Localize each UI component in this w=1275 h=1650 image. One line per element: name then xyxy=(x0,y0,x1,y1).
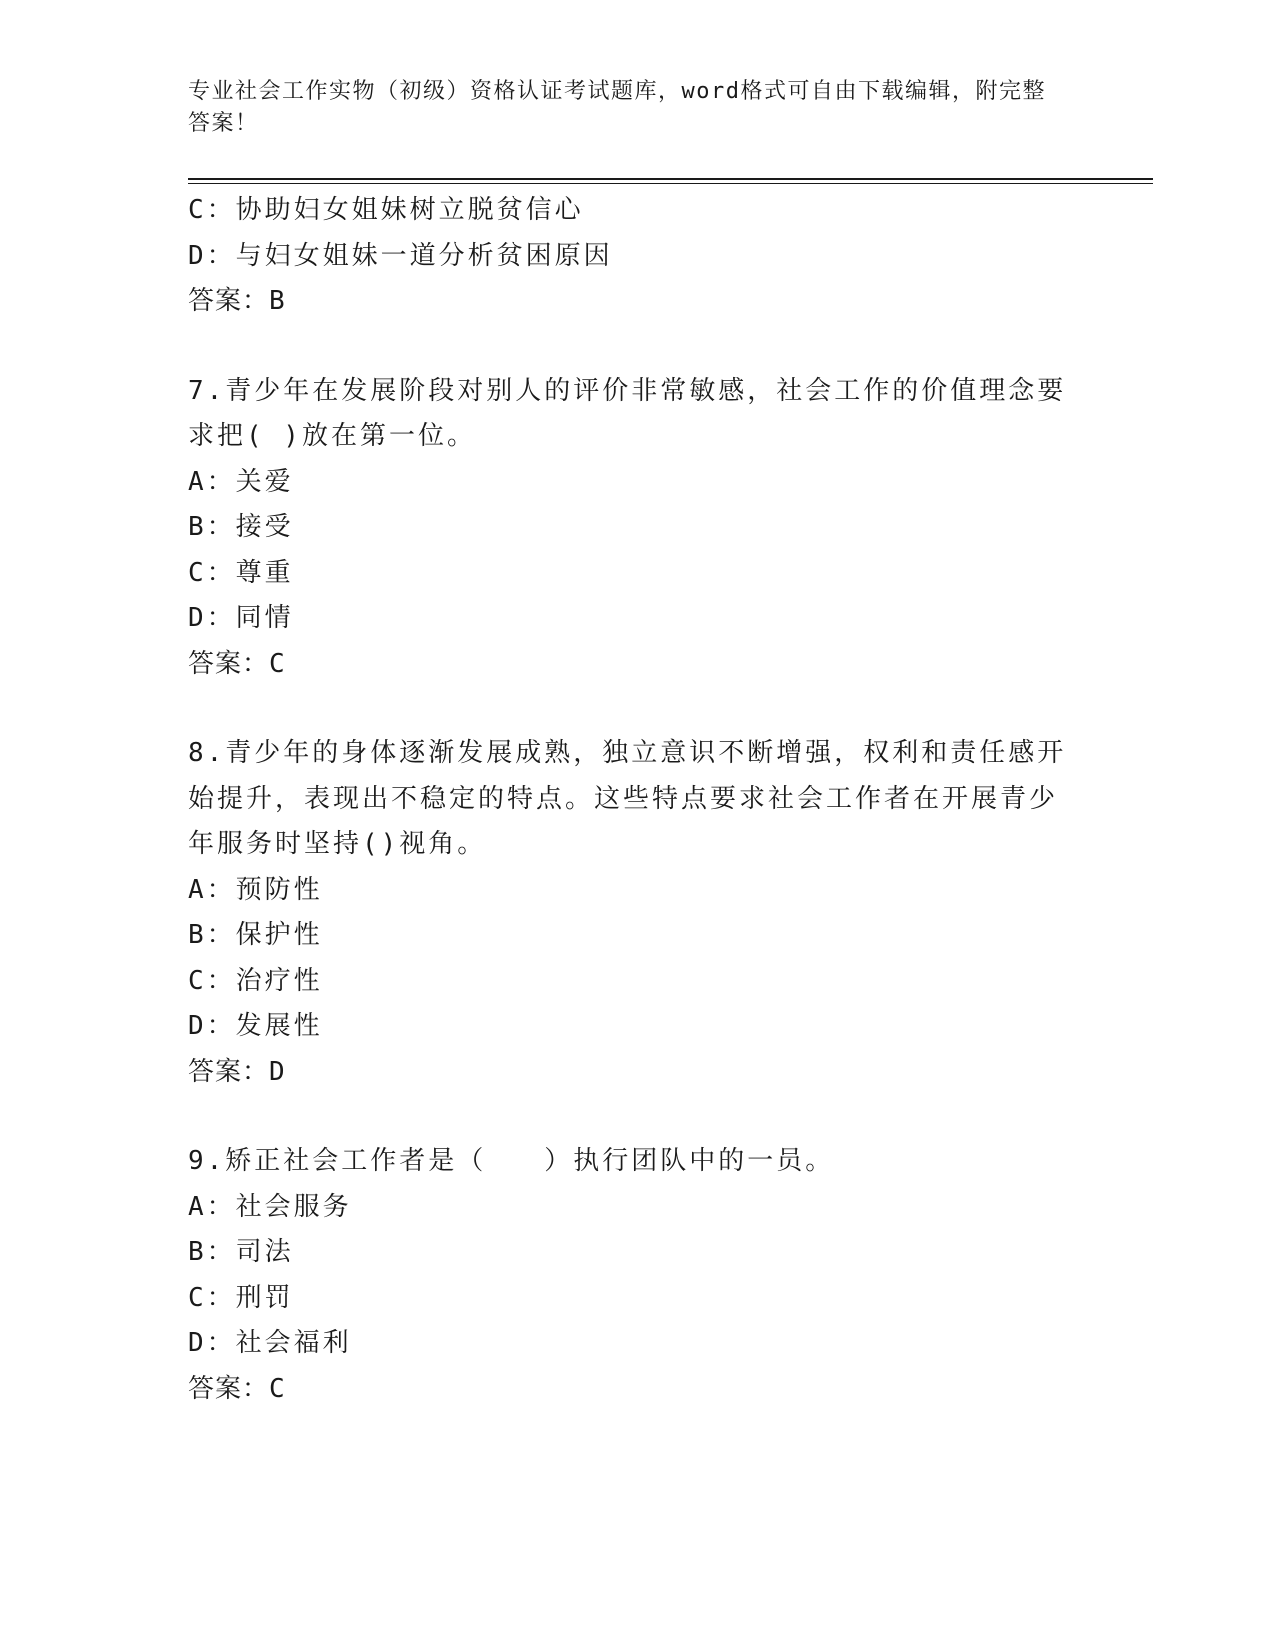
option-c: C：刑罚 xyxy=(188,1282,294,1313)
option-a: A：预防性 xyxy=(188,874,323,905)
option-b: B：司法 xyxy=(188,1237,294,1267)
header-divider-thick xyxy=(188,178,1153,180)
option-b: B：接受 xyxy=(188,512,294,542)
option-c: C：协助妇女姐妹树立脱贫信心 xyxy=(188,195,584,225)
option-d: D：社会福利 xyxy=(188,1328,352,1358)
question-text: 7.青少年在发展阶段对别人的评价非常敏感，社会工作的价值理念要求把( )放在第一位。 xyxy=(188,375,1067,451)
question-9 xyxy=(188,1139,1068,1412)
answer: 答案：C xyxy=(188,1373,286,1404)
answer: 答案：B xyxy=(188,286,286,316)
option-d: D：与妇女姐妹一道分析贫困原因 xyxy=(188,240,613,271)
option-a: A：社会服务 xyxy=(188,1191,352,1222)
question-text: 8.青少年的身体逐渐发展成熟，独立意识不断增强，权利和责任感开始提升，表现出不稳定的特点。这些特点要求社会工作者在开展青少年服务时坚持()视角。 xyxy=(188,738,1067,859)
option-a: A：关爱 xyxy=(188,466,294,497)
question-7 xyxy=(188,369,1068,688)
option-b: B：保护性 xyxy=(188,920,323,950)
answer: 答案：D xyxy=(188,1056,286,1087)
partial-question-6 xyxy=(188,188,1068,325)
option-c: C：治疗性 xyxy=(188,965,323,996)
question-8 xyxy=(188,731,1068,1095)
answer: 答案：C xyxy=(188,648,286,679)
page-header: 专业社会工作实物（初级）资格认证考试题库，word格式可自由下载编辑，附完整答案！ xyxy=(188,79,1046,136)
header-divider-thin xyxy=(188,183,1153,184)
option-d: D：发展性 xyxy=(188,1011,323,1041)
question-list xyxy=(188,188,1068,1412)
question-text: 9.矫正社会工作者是（ ）执行团队中的一员。 xyxy=(188,1146,835,1176)
option-c: C：尊重 xyxy=(188,557,294,588)
option-d: D：同情 xyxy=(188,603,294,633)
